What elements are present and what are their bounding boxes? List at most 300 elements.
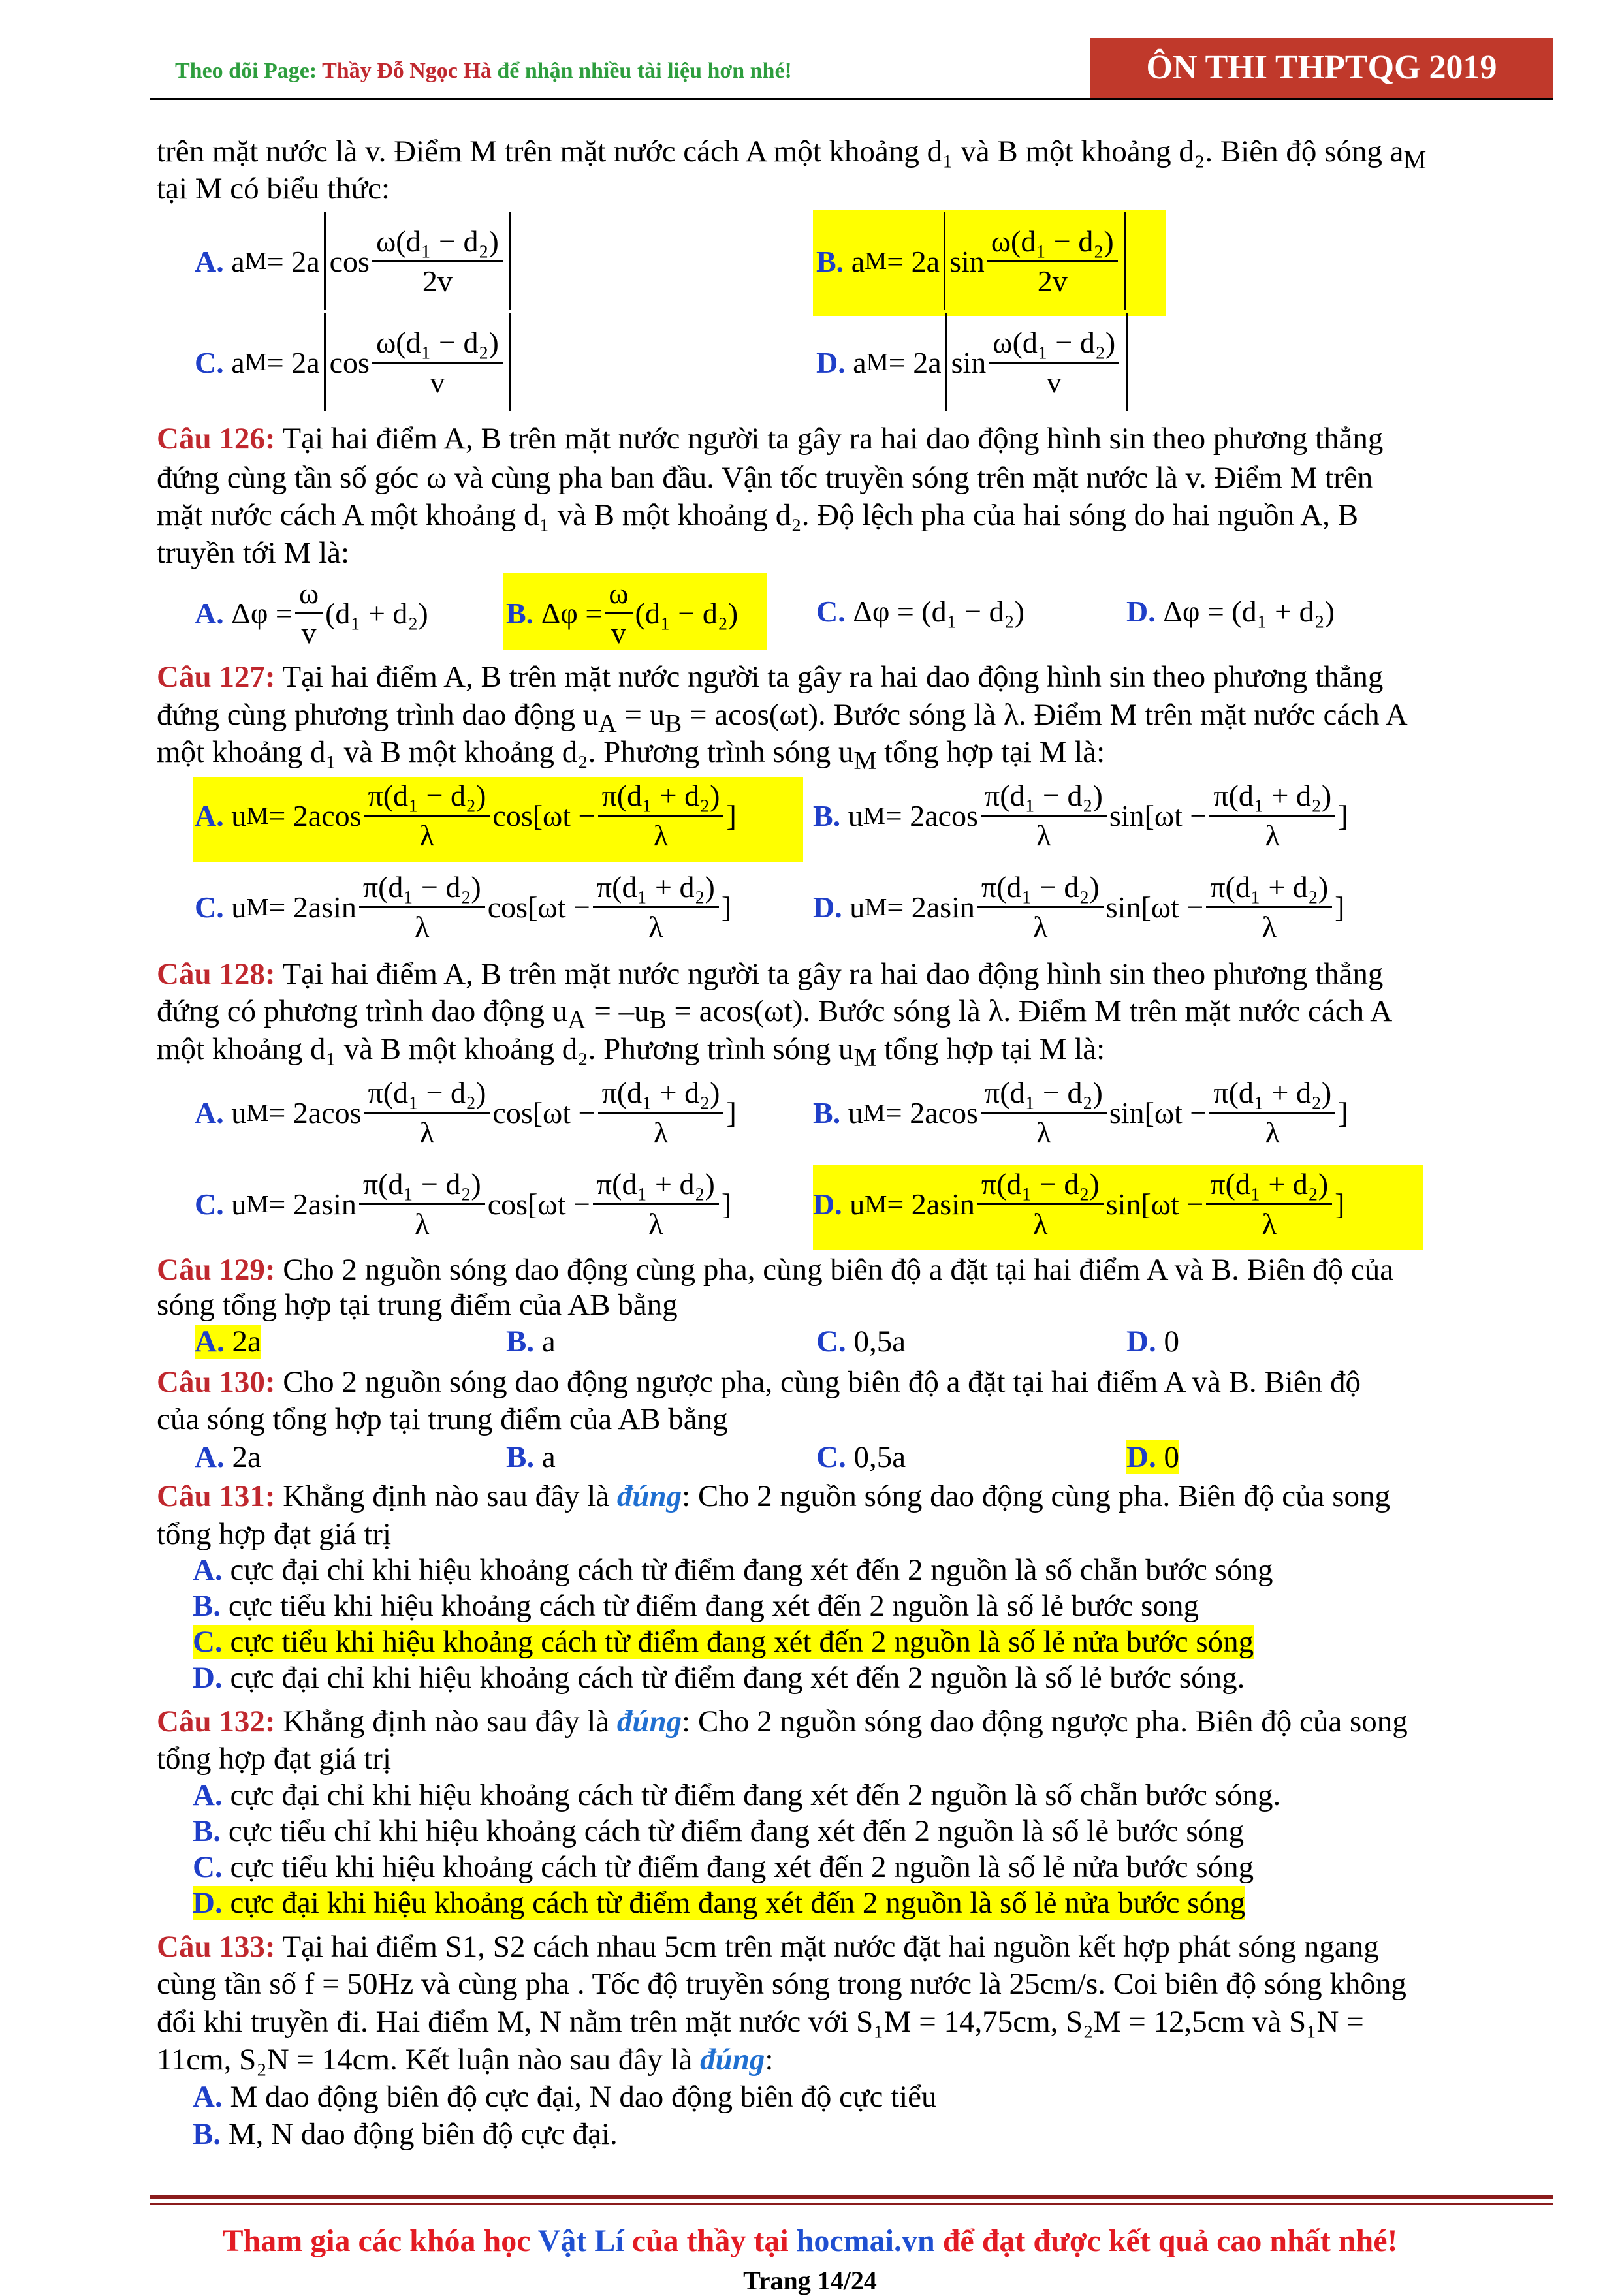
q133-line-1 xyxy=(157,1929,1379,1964)
cont-option-b xyxy=(816,212,1130,310)
q131-option-c xyxy=(193,1624,1254,1659)
eq: = 2a xyxy=(268,799,322,832)
fn: cos xyxy=(329,345,370,379)
cont-option-d xyxy=(816,313,1132,411)
denominator: v xyxy=(430,365,445,399)
option-label: C. xyxy=(193,1625,223,1659)
bracket-open: [ωt − xyxy=(1144,799,1207,832)
option-label: C. xyxy=(816,595,846,628)
question-text: Tại hai điểm S1, S2 cách nhau 5cm trên mặt nước đặt hai nguồn kết hợp phát sóng ngang xyxy=(275,1930,1379,1964)
eq: = 2a xyxy=(888,345,942,379)
keyword: đúng xyxy=(616,1705,682,1738)
q127-line-1 xyxy=(157,659,1383,695)
lhs-sub: M xyxy=(246,1099,269,1127)
fn: cos xyxy=(938,799,978,832)
q129-option-c xyxy=(816,1324,906,1359)
cont-text: trên mặt nước là v. Điểm M trên mặt nước cách A một khoảng d₁ và B một khoảng d₂. Biên độ sóng a xyxy=(157,134,1404,168)
expr: Δφ = xyxy=(541,597,603,630)
q133-line-2: cùng tần số f = 50Hz và cùng pha . Tốc độ truyền sóng trong nước là 25cm/s. Coi biên độ sóng không xyxy=(157,1967,1406,2001)
denominator: λ xyxy=(653,1116,669,1149)
fraction xyxy=(977,868,1104,946)
lhs: u xyxy=(231,1187,247,1221)
option-text: 2a xyxy=(232,1325,261,1359)
denominator: v xyxy=(301,616,317,650)
option-label: A. xyxy=(195,799,224,832)
expr: Δφ = (d₁ − d₂) xyxy=(853,595,1024,628)
fraction xyxy=(989,324,1119,401)
bracket-open: [ωt − xyxy=(1144,1096,1207,1129)
numerator: π(d₁ + d₂) xyxy=(593,1165,719,1205)
abs-bar xyxy=(509,212,511,310)
option-text: cực đại chỉ khi hiệu khoảng cách từ điểm đang xét đến 2 nguồn là số chẵn bước sóng. xyxy=(230,1778,1281,1812)
option-label: B. xyxy=(193,1814,221,1848)
abs-bar xyxy=(944,212,945,310)
abs-bar xyxy=(324,313,326,411)
option-label: C. xyxy=(195,345,224,379)
abs-bar xyxy=(945,313,947,411)
sub: M xyxy=(853,1043,877,1072)
bracket-close: ] xyxy=(1338,799,1348,832)
question-text: : Cho 2 nguồn sóng dao động cùng pha. Biên độ của song xyxy=(682,1479,1390,1513)
fraction xyxy=(359,1165,485,1243)
denominator: λ xyxy=(1033,1207,1048,1240)
option-text: cực đại chỉ khi hiệu khoảng cách từ điểm đang xét đến 2 nguồn là số chẵn bước sóng xyxy=(230,1553,1273,1587)
abs-bar xyxy=(324,212,326,310)
keyword: đúng xyxy=(616,1479,682,1513)
q127-option-c xyxy=(195,868,731,946)
eq: = 2a xyxy=(887,1187,940,1221)
text: = –u xyxy=(586,994,650,1028)
header-text-end: để nhận nhiều tài liệu hơn nhé! xyxy=(491,59,792,83)
expr: Δφ = xyxy=(231,597,293,630)
text: đứng cùng phương trình dao động u xyxy=(157,698,599,732)
q129-option-a xyxy=(195,1324,261,1359)
text: một khoảng d₁ và B một khoảng d₂. Phương trình sóng u xyxy=(157,735,854,769)
question-text: Tại hai điểm A, B trên mặt nước người ta gây ra hai dao động hình sin theo phương thẳng xyxy=(275,957,1384,991)
numerator: ω xyxy=(295,574,323,614)
option-label: A. xyxy=(193,1778,223,1812)
q132-option-d xyxy=(193,1885,1245,1921)
bracket-open: [ωt − xyxy=(1141,890,1204,924)
cont-option-a xyxy=(195,212,515,310)
question-text: : xyxy=(765,2043,774,2077)
option-text: M, N dao động biên độ cực đại. xyxy=(228,2117,618,2151)
q130-option-d xyxy=(1126,1439,1179,1475)
q132-option-b xyxy=(193,1814,1244,1849)
fraction xyxy=(981,1074,1107,1152)
fraction xyxy=(1209,1074,1335,1152)
bracket-close: ] xyxy=(721,1187,732,1221)
denominator: 2v xyxy=(1037,264,1068,298)
fraction xyxy=(981,777,1107,855)
option-label: A. xyxy=(193,2080,223,2114)
option-label: C. xyxy=(193,1850,223,1884)
q128-option-a xyxy=(195,1074,737,1152)
denominator: λ xyxy=(648,1207,663,1240)
fn: cos xyxy=(329,244,370,278)
lhs: u xyxy=(848,799,863,832)
numerator: π(d₁ − d₂) xyxy=(359,868,485,908)
option-label: B. xyxy=(816,244,844,278)
option-label: B. xyxy=(813,1096,841,1129)
denominator: λ xyxy=(419,1116,435,1149)
q131-line-2: tổng hợp đạt giá trị xyxy=(157,1517,392,1551)
fraction xyxy=(598,1074,724,1152)
option-label: A. xyxy=(195,1440,225,1474)
numerator: π(d₁ − d₂) xyxy=(364,1074,490,1114)
option-label: A. xyxy=(195,1096,224,1129)
option-label: A. xyxy=(195,1325,225,1359)
question-number: Câu 132: xyxy=(157,1705,276,1738)
fraction xyxy=(372,324,503,401)
footer-text: để đạt được kết quả cao nhất nhé! xyxy=(934,2224,1398,2258)
q129-option-b xyxy=(506,1324,556,1359)
fn: sin xyxy=(1105,1187,1141,1221)
q131-option-a xyxy=(193,1552,1273,1588)
lhs: u xyxy=(231,799,247,832)
fn: cos xyxy=(938,1096,978,1129)
option-label: A. xyxy=(195,244,224,278)
numerator: π(d₁ − d₂) xyxy=(981,777,1107,817)
numerator: π(d₁ − d₂) xyxy=(364,777,490,817)
bracket-close: ] xyxy=(1335,890,1345,924)
q130-line-1 xyxy=(157,1364,1361,1400)
lhs-sub: M xyxy=(863,802,885,830)
fraction xyxy=(372,223,503,300)
numerator: π(d₁ − d₂) xyxy=(977,868,1104,908)
option-text: a xyxy=(541,1440,556,1474)
sub: A xyxy=(567,1005,586,1034)
option-text: 0,5a xyxy=(853,1325,906,1359)
numerator: π(d₁ + d₂) xyxy=(593,868,719,908)
q126-option-b xyxy=(506,574,738,652)
denominator: λ xyxy=(415,1207,430,1240)
lhs-sub: M xyxy=(863,1099,885,1127)
question-number: Câu 126: xyxy=(157,422,276,456)
fraction xyxy=(593,868,719,946)
option-label: C. xyxy=(195,890,224,924)
text: = u xyxy=(616,698,665,732)
q132-line-2: tổng hợp đạt giá trị xyxy=(157,1742,392,1776)
q131-line-1 xyxy=(157,1479,1390,1514)
denominator: 2v xyxy=(422,264,453,298)
numerator: π(d₁ − d₂) xyxy=(977,1165,1104,1205)
numerator: π(d₁ + d₂) xyxy=(1209,777,1335,817)
option-text: 0 xyxy=(1164,1325,1179,1359)
lhs: u xyxy=(848,1096,863,1129)
numerator: π(d₁ + d₂) xyxy=(1206,868,1332,908)
q130-option-c xyxy=(816,1439,906,1475)
abs-bar xyxy=(509,313,511,411)
q133-line-3: đổi khi truyền đi. Hai điểm M, N nằm trên mặt nước với S₁M = 14,75cm, S₂M = 12,5cm và S₁N = xyxy=(157,2005,1364,2039)
option-label: C. xyxy=(816,1325,846,1359)
question-text: Tại hai điểm A, B trên mặt nước người ta gây ra hai dao động hình sin theo phương thẳng xyxy=(275,660,1384,694)
option-text: M dao động biên độ cực đại, N dao động biên độ cực tiểu xyxy=(230,2080,937,2114)
bracket-close: ] xyxy=(721,890,732,924)
lhs: u xyxy=(850,890,865,924)
denominator: v xyxy=(1046,365,1062,399)
option-label: C. xyxy=(195,1187,224,1221)
fraction xyxy=(987,223,1118,300)
denominator: λ xyxy=(1036,1116,1051,1149)
q132-option-c xyxy=(193,1849,1254,1885)
eq: = 2a xyxy=(268,1096,322,1129)
question-text: Khẳng định nào sau đây là xyxy=(275,1479,617,1513)
numerator: π(d₁ − d₂) xyxy=(359,1165,485,1205)
fn: sin xyxy=(1109,799,1145,832)
eq: = 2a xyxy=(887,890,940,924)
lhs-sub: M xyxy=(865,1190,887,1218)
eq: = 2a xyxy=(266,244,320,278)
option-label: A. xyxy=(195,597,224,630)
eq: = 2a xyxy=(268,890,322,924)
sub: B xyxy=(649,1005,667,1034)
denominator: λ xyxy=(653,819,669,852)
q127-line-3 xyxy=(157,734,1105,778)
q131-option-b xyxy=(193,1588,1199,1624)
numerator: ω(d₁ − d₂) xyxy=(989,324,1119,364)
lhs: u xyxy=(231,890,247,924)
lhs-sub: M xyxy=(865,247,887,275)
option-text: 0,5a xyxy=(853,1440,906,1474)
keyword: đúng xyxy=(700,2043,765,2077)
bracket-close: ] xyxy=(1338,1096,1348,1129)
question-text: Cho 2 nguồn sóng dao động ngược pha, cùng biên độ a đặt tại hai điểm A và B. Biên độ xyxy=(275,1365,1361,1399)
question-text: Tại hai điểm A, B trên mặt nước người ta gây ra hai dao động hình sin theo phương thẳng xyxy=(275,422,1384,456)
lhs: a xyxy=(851,244,865,278)
numerator: ω(d₁ − d₂) xyxy=(987,223,1118,262)
numerator: π(d₁ + d₂) xyxy=(1206,1165,1332,1205)
q126-line-3: mặt nước cách A một khoảng d₁ và B một khoảng d₂. Độ lệch pha của hai sóng do hai nguồn A, B xyxy=(157,498,1359,532)
denominator: v xyxy=(611,616,626,650)
bracket-close: ] xyxy=(726,799,737,832)
option-label: B. xyxy=(193,1589,221,1623)
q129-option-d xyxy=(1126,1324,1179,1359)
sub: M xyxy=(853,746,877,775)
q126-line-2: đứng cùng tần số góc ω và cùng pha ban đầu. Vận tốc truyền sóng trên mặt nước là v. Điểm M trên xyxy=(157,461,1373,495)
lhs-sub: M xyxy=(865,893,887,921)
eq: = 2a xyxy=(887,244,940,278)
q132-line-1 xyxy=(157,1704,1408,1739)
footer-text: của thầy tại xyxy=(624,2224,797,2258)
numerator: π(d₁ + d₂) xyxy=(1209,1074,1335,1114)
option-text: a xyxy=(541,1325,556,1359)
option-label: D. xyxy=(193,1661,223,1695)
question-number: Câu 131: xyxy=(157,1479,276,1513)
cont-line-2: tại M có biểu thức: xyxy=(157,172,390,206)
footer-subject: Vật Lí xyxy=(537,2224,624,2258)
text: = acos(ωt). Bước sóng là λ. Điểm M trên mặt nước cách A xyxy=(682,698,1408,732)
expr: (d₁ − d₂) xyxy=(635,597,739,630)
denominator: λ xyxy=(1262,1207,1277,1240)
numerator: ω(d₁ − d₂) xyxy=(372,324,503,364)
q131-option-d xyxy=(193,1660,1245,1695)
question-number: Câu 128: xyxy=(157,957,276,991)
q132-option-a xyxy=(193,1778,1280,1813)
denominator: λ xyxy=(648,910,663,943)
cont-sub: M xyxy=(1403,146,1427,174)
q130-line-2: của sóng tổng hợp tại trung điểm của AB bằng xyxy=(157,1402,728,1436)
denominator: λ xyxy=(1265,1116,1280,1149)
footer-rule-thin xyxy=(150,2203,1553,2205)
option-label: D. xyxy=(1126,595,1156,628)
fraction xyxy=(364,777,490,855)
q126-option-c xyxy=(816,594,1024,629)
fn: cos xyxy=(487,890,528,924)
fraction xyxy=(1209,777,1335,855)
option-text: cực đại chỉ khi hiệu khoảng cách từ điểm đang xét đến 2 nguồn là số lẻ bước sóng. xyxy=(230,1661,1245,1695)
footer-rule xyxy=(150,2195,1553,2199)
option-label: C. xyxy=(816,1440,846,1474)
question-number: Câu 130: xyxy=(157,1365,276,1399)
bracket-open: [ωt − xyxy=(528,1187,590,1221)
fraction xyxy=(359,868,485,946)
footer-site-link[interactable]: hocmai.vn xyxy=(796,2224,935,2258)
bracket-open: [ωt − xyxy=(1141,1187,1204,1221)
header-badge: ÔN THI THPTQG 2019 xyxy=(1090,38,1553,98)
denominator: λ xyxy=(1265,819,1280,852)
q130-option-a xyxy=(195,1439,261,1475)
lhs: a xyxy=(231,345,245,379)
text: một khoảng d₁ và B một khoảng d₂. Phương trình sóng u xyxy=(157,1032,854,1066)
option-text: cực đại khi hiệu khoảng cách từ điểm đang xét đến 2 nguồn là số lẻ nửa bước sóng xyxy=(230,1886,1246,1920)
sub: A xyxy=(598,709,617,738)
lhs: a xyxy=(231,244,245,278)
option-text: 0 xyxy=(1164,1440,1179,1474)
lhs-sub: M xyxy=(246,1190,269,1218)
option-label: D. xyxy=(193,1886,223,1920)
footer-text: Tham gia các khóa học xyxy=(222,2224,538,2258)
header-author: Thầy Đỗ Ngọc Hà xyxy=(322,59,492,83)
question-text: Cho 2 nguồn sóng dao động cùng pha, cùng biên độ a đặt tại hai điểm A và B. Biên độ của xyxy=(275,1253,1394,1287)
fn: cos xyxy=(492,799,533,832)
eq: = 2a xyxy=(268,1187,322,1221)
eq: = 2a xyxy=(885,1096,938,1129)
fraction xyxy=(1206,868,1332,946)
option-text: cực tiểu khi hiệu khoảng cách từ điểm đang xét đến 2 nguồn là số lẻ bước song xyxy=(228,1589,1199,1623)
lhs-sub: M xyxy=(244,247,267,275)
sub: B xyxy=(665,709,682,738)
fraction xyxy=(364,1074,490,1152)
q128-option-d xyxy=(813,1165,1345,1243)
text: tổng hợp tại M là: xyxy=(876,735,1105,769)
fn: sin xyxy=(940,1187,975,1221)
text: = acos(ωt). Bước sóng là λ. Điểm M trên mặt nước cách A xyxy=(666,994,1393,1028)
q126-line-4: truyền tới M là: xyxy=(157,536,350,570)
fn: sin xyxy=(1105,890,1141,924)
option-label: A. xyxy=(193,1553,223,1587)
q133-option-a xyxy=(193,2079,937,2115)
option-text: cực tiểu khi hiệu khoảng cách từ điểm đang xét đến 2 nguồn là số lẻ nửa bước sóng xyxy=(230,1625,1254,1659)
lhs: u xyxy=(850,1187,865,1221)
denominator: λ xyxy=(419,819,435,852)
question-text: Khẳng định nào sau đây là xyxy=(275,1705,617,1738)
fraction xyxy=(593,1165,719,1243)
question-text: 11cm, S₂N = 14cm. Kết luận nào sau đây là xyxy=(157,2043,701,2077)
fn: sin xyxy=(321,890,357,924)
option-label: D. xyxy=(1126,1440,1156,1474)
question-text: : Cho 2 nguồn sóng dao động ngược pha. Biên độ của song xyxy=(682,1705,1408,1738)
option-label: B. xyxy=(506,1325,535,1359)
header-page-note xyxy=(175,59,792,84)
denominator: λ xyxy=(415,910,430,943)
q127-option-d xyxy=(813,868,1345,946)
q133-option-b xyxy=(193,2116,618,2152)
expr: Δφ = (d₁ + d₂) xyxy=(1163,595,1335,628)
fn: cos xyxy=(492,1096,533,1129)
fraction xyxy=(605,574,632,652)
fraction xyxy=(1206,1165,1332,1243)
abs-bar xyxy=(1126,313,1128,411)
q126-option-d xyxy=(1126,594,1335,629)
bracket-open: [ωt − xyxy=(532,1096,596,1129)
fn: cos xyxy=(321,1096,362,1129)
fn: cos xyxy=(321,799,362,832)
q128-option-b xyxy=(813,1074,1348,1152)
q126-line-1 xyxy=(157,421,1383,456)
q126-option-a xyxy=(195,574,428,652)
header-rule xyxy=(150,98,1553,100)
fn: cos xyxy=(487,1187,528,1221)
page-number: Trang 14/24 xyxy=(743,2266,877,2295)
q129-line-2: sóng tổng hợp tại trung điểm của AB bằng xyxy=(157,1288,678,1322)
abs-bar xyxy=(1124,212,1126,310)
fn: sin xyxy=(949,244,985,278)
q127-option-a xyxy=(195,777,737,855)
lhs-sub: M xyxy=(246,893,269,921)
eq: = 2a xyxy=(885,799,938,832)
numerator: π(d₁ − d₂) xyxy=(981,1074,1107,1114)
lhs: u xyxy=(231,1096,247,1129)
option-label: B. xyxy=(506,1440,535,1474)
bracket-close: ] xyxy=(1335,1187,1345,1221)
option-text: cực tiểu chỉ khi hiệu khoảng cách từ điểm đang xét đến 2 nguồn là số lẻ bước sóng xyxy=(228,1814,1245,1848)
option-label: D. xyxy=(816,345,846,379)
q128-line-3 xyxy=(157,1031,1105,1075)
option-text: 2a xyxy=(232,1440,261,1474)
lhs: a xyxy=(853,345,866,379)
bracket-close: ] xyxy=(726,1096,737,1129)
question-number: Câu 127: xyxy=(157,660,276,694)
text: đứng có phương trình dao động u xyxy=(157,994,568,1028)
option-label: D. xyxy=(1126,1325,1156,1359)
fn: sin xyxy=(321,1187,357,1221)
option-text: cực tiểu khi hiệu khoảng cách từ điểm đang xét đến 2 nguồn là số lẻ nửa bước sóng xyxy=(230,1850,1254,1884)
numerator: ω xyxy=(605,574,632,614)
fn: sin xyxy=(940,890,975,924)
fn: sin xyxy=(951,345,987,379)
option-label: B. xyxy=(813,799,841,832)
q128-option-c xyxy=(195,1165,731,1243)
fraction xyxy=(598,777,724,855)
option-label: D. xyxy=(813,890,842,924)
q133-line-4 xyxy=(157,2042,773,2077)
denominator: λ xyxy=(1262,910,1277,943)
numerator: ω(d₁ − d₂) xyxy=(372,223,503,262)
q130-option-b xyxy=(506,1439,556,1475)
header-text: Theo dõi Page: xyxy=(175,59,323,83)
denominator: λ xyxy=(1036,819,1051,852)
lhs-sub: M xyxy=(866,349,889,376)
lhs-sub: M xyxy=(244,349,267,376)
q129-line-1 xyxy=(157,1252,1393,1287)
question-number: Câu 133: xyxy=(157,1930,276,1964)
text: tổng hợp tại M là: xyxy=(876,1032,1105,1066)
fn: sin xyxy=(1109,1096,1145,1129)
numerator: π(d₁ + d₂) xyxy=(598,1074,724,1114)
option-label: B. xyxy=(193,2117,221,2151)
option-label: B. xyxy=(506,597,534,630)
